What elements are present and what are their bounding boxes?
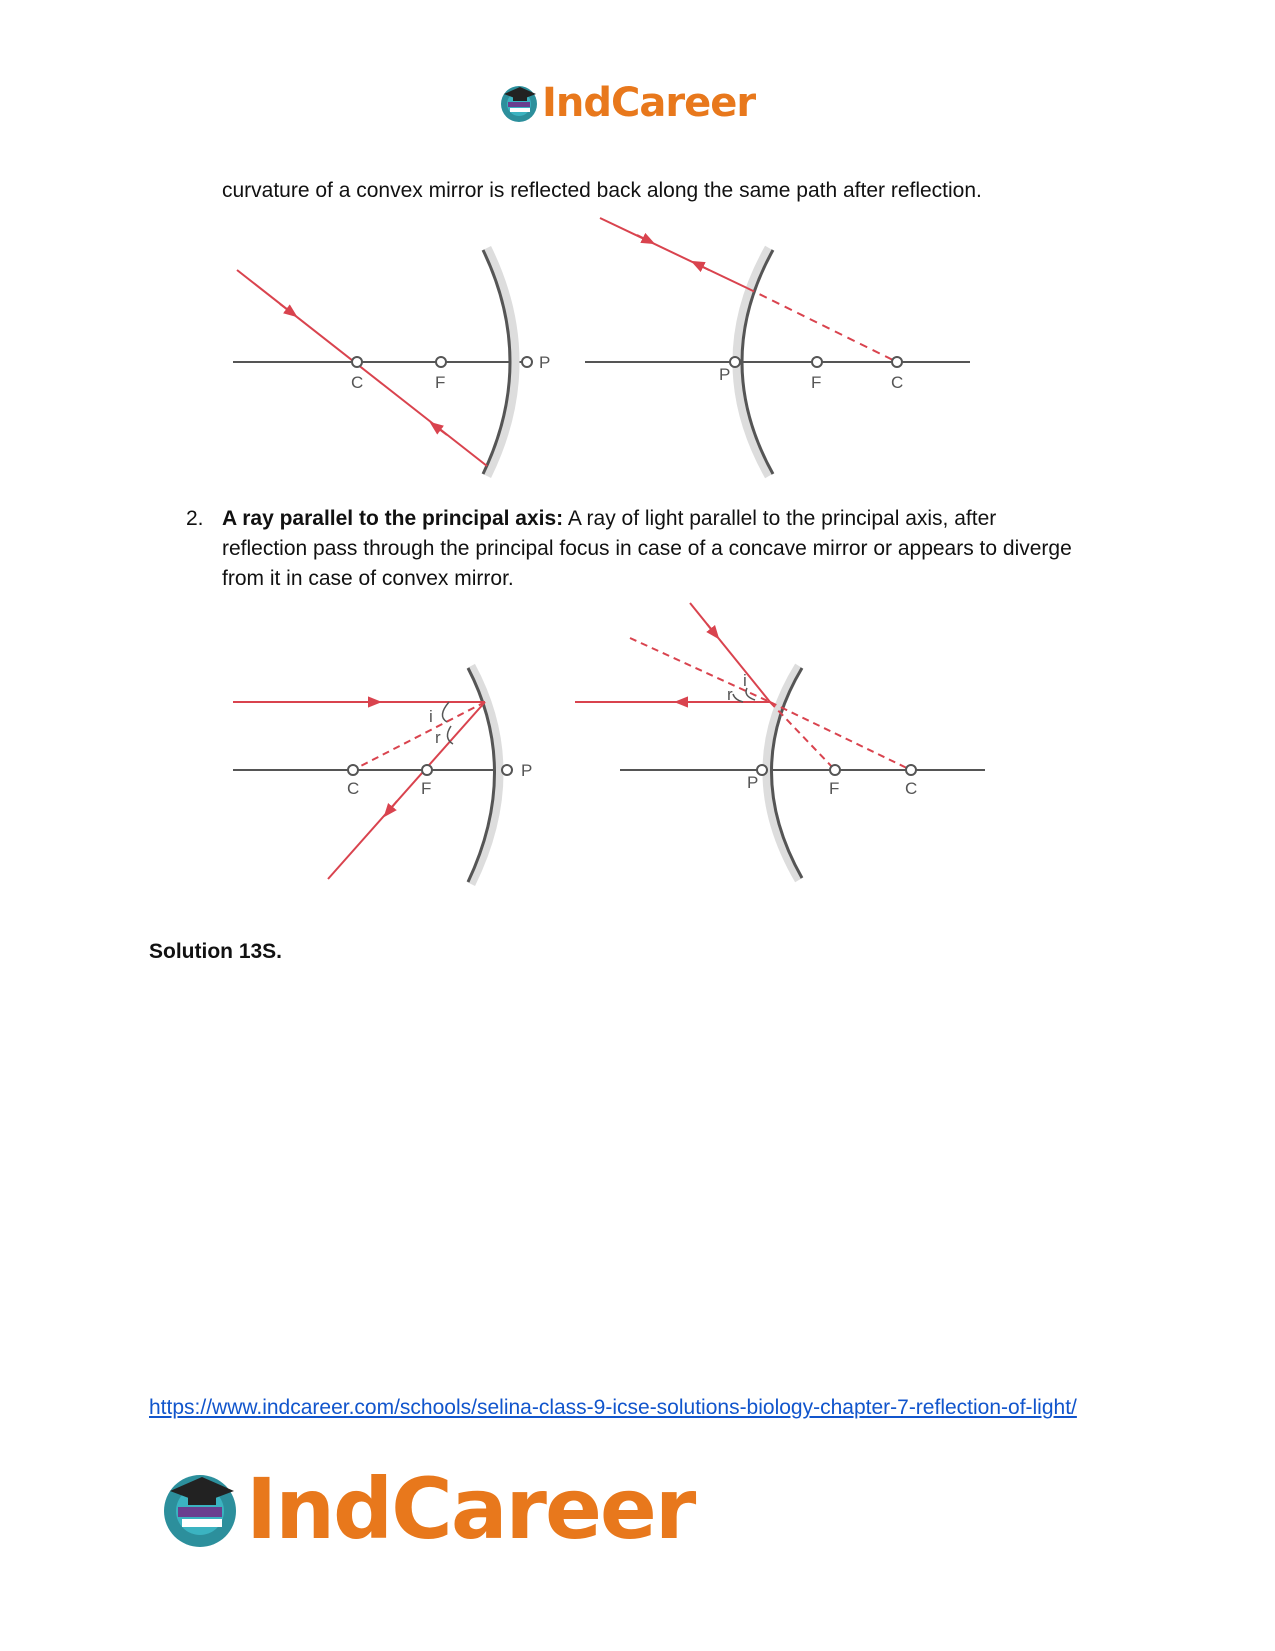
convex-mirror-diagram-2 <box>575 603 985 880</box>
logo-globe-icon <box>158 1467 242 1551</box>
figure-ray-through-centre <box>225 210 985 490</box>
label-r: r <box>727 685 733 704</box>
label-c: C <box>891 373 904 392</box>
label-f: F <box>829 779 840 798</box>
label-c: C <box>347 779 360 798</box>
paragraph-continuation: curvature of a convex mirror is reflected back along the same path after reflection. <box>222 179 982 202</box>
list-item-body: A ray of light parallel to the principal axis, after reflection pass through the principal focus in case of a concave mirror or appears to diverge from it in case of convex mirror. <box>222 507 1072 590</box>
label-f: F <box>811 373 822 392</box>
solution-heading: Solution 13S. <box>149 940 283 963</box>
list-item-title: A ray parallel to the principal axis: <box>222 507 564 530</box>
footer-logo-text: IndCareer <box>246 1460 695 1558</box>
figure-parallel-ray <box>225 598 1005 898</box>
label-p: P <box>521 761 533 780</box>
label-r: r <box>435 728 441 747</box>
label-f: F <box>421 779 432 798</box>
header-logo-text: IndCareer <box>542 80 756 126</box>
list-item-text <box>222 504 1072 594</box>
label-f: F <box>435 373 446 392</box>
concave-mirror-diagram-1 <box>233 248 550 476</box>
header-logo <box>498 80 755 126</box>
label-c: C <box>905 779 918 798</box>
label-i: i <box>429 707 433 726</box>
label-p: P <box>539 353 551 372</box>
label-p: P <box>747 773 759 792</box>
label-p: P <box>719 365 731 384</box>
footer-logo <box>158 1460 694 1558</box>
source-link[interactable]: https://www.indcareer.com/schools/selina-class-9-icse-solutions-biology-chapter-7-reflection-of-light/ <box>149 1396 1077 1419</box>
concave-mirror-diagram-2 <box>233 666 532 884</box>
convex-mirror-diagram-1 <box>585 218 970 476</box>
list-number: 2. <box>186 507 204 530</box>
label-i: i <box>743 671 747 690</box>
logo-globe-icon <box>498 82 540 124</box>
label-c: C <box>351 373 364 392</box>
